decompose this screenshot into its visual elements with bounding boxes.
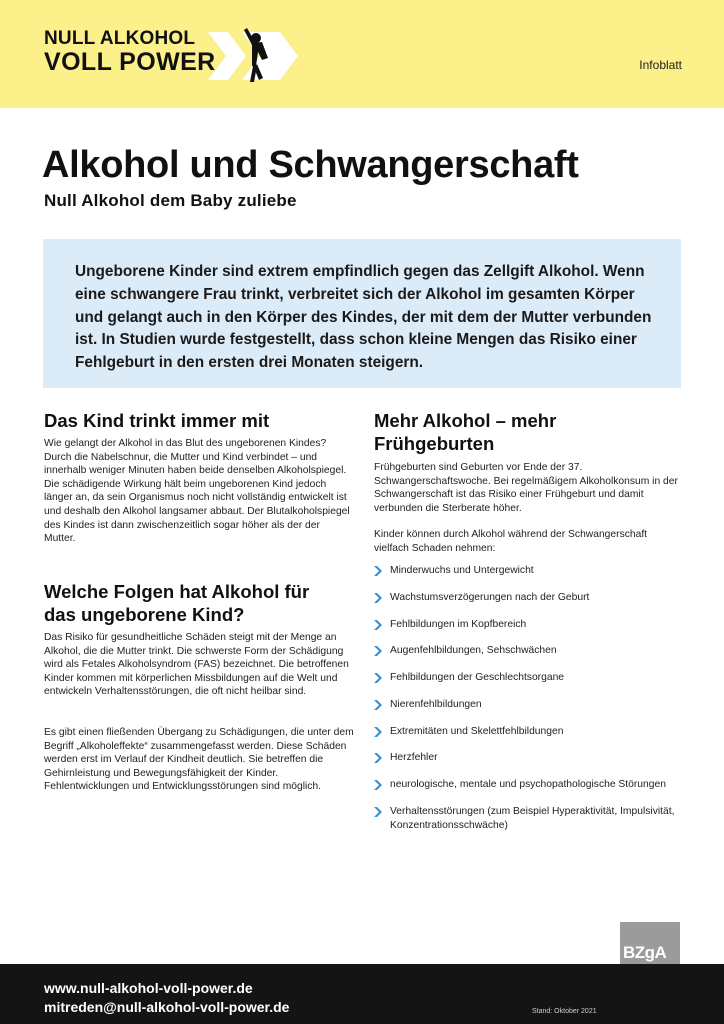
chevron-right-icon: [374, 593, 382, 603]
bzga-logo-text: BZgA: [623, 943, 667, 962]
bzga-logo-mark: [620, 922, 680, 966]
section-body-folgen-1: Das Risiko für gesundheitliche Schäden steigt mit der Menge an Alkohol, die die Mutter trinkt. Die schwerste Form der Schädigung wird als Fetales Alkoholsyndrom (FAS) bezeichnet. Die betroffenen Kinder kommen mit körperlichen Missbildungen auf die Welt und entwickeln Verhaltensstörungen, die oft nicht heilbar sind.: [44, 632, 349, 698]
list-item-text: Wachstumsverzögerungen nach der Geburt: [390, 591, 590, 603]
brand-chevron-figure-icon: [208, 24, 300, 84]
damage-list: [374, 564, 684, 845]
page-title: Alkohol und Schwangerschaft: [42, 144, 579, 186]
list-item-text: Verhaltensstörungen (zum Beispiel Hyperaktivität, Impulsivität, Konzentrationsschwäche): [390, 806, 675, 831]
section-body-fruehgeburten-2: Kinder können durch Alkohol während der Schwangerschaft vielfach Schaden nehmen:: [374, 529, 648, 554]
chevron-right-icon: [374, 566, 382, 576]
section-body-kind-trinkt-mit: Wie gelangt der Alkohol in das Blut des ungeborenen Kindes? Durch die Nabelschnur, die Mutter und Kind verbindet – und innerhalb weniger Minuten haben beide denselben Alkoholspiegel. Die schädigende Wirkung hält beim ungeborenen Kind jedoch länger an, da sein Organismus noch nicht vollständig entwickelt ist und deshalb den Alkohol langsamer abbaut. Der Blutalkoholspiegel des Kindes ist dann zwischenzeitlich sogar höher als der der Mutter.: [44, 438, 350, 545]
chevron-right-icon: [374, 646, 382, 656]
footer-band: [0, 964, 724, 1024]
list-item: [374, 644, 684, 658]
footer-website-link[interactable]: www.null-alkohol-voll-power.de: [44, 980, 253, 996]
chevron-right-icon: [374, 700, 382, 710]
section-heading-fruehgeburten: Mehr Alkohol – mehr Frühgeburten: [374, 410, 557, 454]
header-band: [0, 0, 724, 108]
list-item-text: Minderwuchs und Untergewicht: [390, 565, 534, 576]
list-item: [374, 725, 684, 739]
list-item-text: Fehlbildungen im Kopfbereich: [390, 618, 527, 630]
brand-line-1: NULL ALKOHOL: [44, 28, 196, 49]
list-item-text: neurologische, mentale und psychopathologische Störungen: [390, 779, 666, 791]
chevron-right-icon: [374, 807, 382, 817]
chevron-right-icon: [374, 753, 382, 763]
chevron-right-icon: [374, 780, 382, 790]
section-body-fruehgeburten-1: Frühgeburten sind Geburten vor Ende der 37. Schwangerschaftswoche. Bei regelmäßigem Alkoholkonsum in der Schwangerschaft ist das Risiko einer Frühgeburt und damit verbunden die Sterberate höher.: [374, 462, 678, 514]
list-item: [374, 591, 684, 605]
footer-email-link[interactable]: mitreden@null-alkohol-voll-power.de: [44, 999, 290, 1015]
section-heading-folgen: Welche Folgen hat Alkohol für das ungeborene Kind?: [44, 581, 310, 625]
list-item: [374, 751, 684, 765]
document-type-label: Infoblatt: [639, 58, 682, 72]
list-item-text: Herzfehler: [390, 752, 438, 764]
page-subtitle: Null Alkohol dem Baby zuliebe: [44, 191, 297, 210]
list-item-text: Fehlbildungen der Geschlechtsorgane: [390, 672, 565, 684]
list-item: [374, 805, 684, 832]
intro-text: Ungeborene Kinder sind extrem empfindlich gegen das Zellgift Alkohol. Wenn eine schwangere Frau trinkt, verbreitet sich der Alkohol im gesamten Körper und gelangt auch in den Körper des Kindes, der mit dem der Mutter verbunden ist. In Studien wurde festgestellt, dass schon kleine Mengen das Risiko einer Fehlgeburt in den ersten drei Monaten steigern.: [75, 263, 652, 372]
list-item: [374, 618, 684, 632]
chevron-right-icon: [374, 620, 382, 630]
list-item-text: Extremitäten und Skelettfehlbildungen: [390, 725, 564, 737]
document-date-stamp: Stand: Oktober 2021: [532, 1008, 597, 1015]
list-item-text: Nierenfehlbildungen: [390, 698, 482, 710]
list-item: [374, 671, 684, 685]
list-item-text: Augenfehlbildungen, Sehschwächen: [390, 645, 557, 657]
intro-box: [43, 239, 681, 388]
section-body-folgen-2: Es gibt einen fließenden Übergang zu Schädigungen, die unter dem Begriff „Alkoholeffekte“ zusammengefasst werden. Diese Schäden werden erst im Verlauf der Kindheit deutlich. Sie betreffen die Gehirnleistung und Bewegungsfähigkeit der Kinder. Fehlentwicklungen und Entwicklungsstörungen sind möglich.: [44, 727, 354, 793]
list-item: [374, 778, 684, 792]
chevron-right-icon: [374, 727, 382, 737]
list-item: [374, 564, 684, 578]
brand-line-2: VOLL POWER: [44, 48, 216, 76]
list-item: [374, 698, 684, 712]
section-heading-kind-trinkt-mit: Das Kind trinkt immer mit: [44, 410, 270, 431]
chevron-right-icon: [374, 673, 382, 683]
